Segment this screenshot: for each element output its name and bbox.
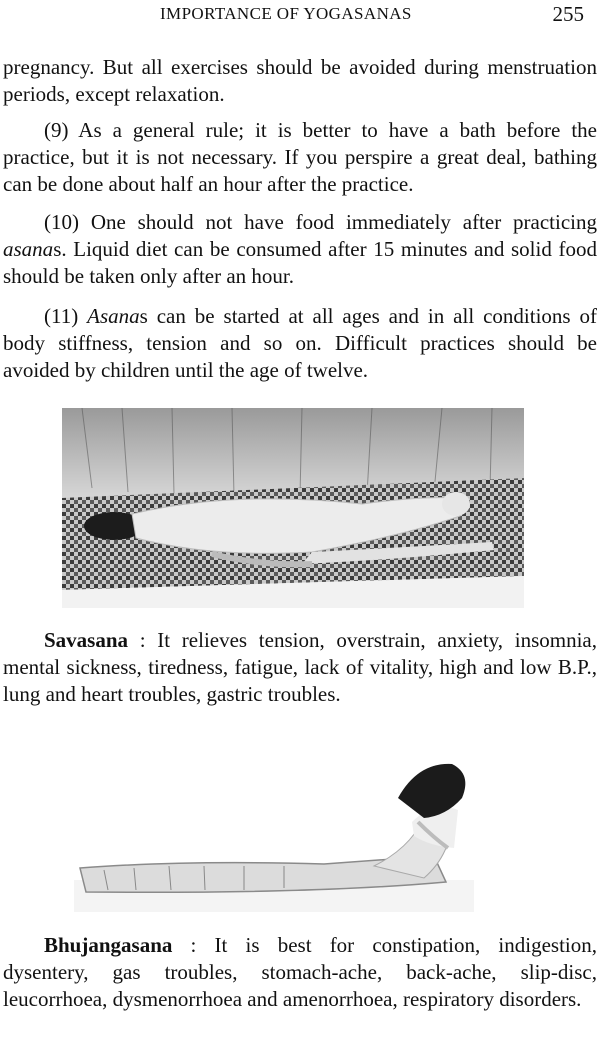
paragraph-11	[3, 303, 597, 384]
paragraph-10-text-end: s. Liquid diet can be consumed after 15 minutes and solid food should be taken only after an hour.	[3, 237, 597, 288]
savasana-caption-text: It relieves tension, overstrain, anxiety, insomnia, mental sickness, tiredness, fatigue, lack of vitality, high and low B.P., lung and heart troubles, gastric troubles.	[3, 628, 597, 706]
page-number: 255	[552, 2, 584, 26]
paragraph-10-text-start: (10) One should not have food immediately after practicing	[44, 210, 597, 234]
bhujangasana-separator: :	[172, 933, 215, 957]
bhujangasana-caption-text: It is best for constipation, indigestion, dysentery, gas troubles, stomach-ache, back-ache, slip-disc, leucorrhoea, dysmenorrhoea and amenorrhoea, respiratory disorders.	[3, 933, 597, 1011]
bhujangasana-caption	[3, 932, 597, 1013]
paragraph-11-text-end: s can be started at all ages and in all conditions of body stiffness, tension and so on. Difficult practices should be avoided by children until the age of twelve.	[3, 304, 597, 382]
paragraph-9: (9) As a general rule; it is better to have a bath before the practice, but it is not necessary. If you perspire a great deal, bathing can be done about half an hour after the practice.	[3, 118, 597, 196]
running-head	[0, 4, 600, 28]
paragraph-11-italic-term: Asana	[87, 304, 140, 328]
bhujangasana-photo	[74, 752, 474, 912]
savasana-photo	[62, 408, 524, 608]
paragraph-10-italic-term: asana	[3, 237, 54, 261]
savasana-name: Savasana	[44, 628, 129, 652]
savasana-separator: :	[128, 628, 158, 652]
paragraph-10	[3, 209, 597, 290]
savasana-caption	[3, 627, 597, 708]
paragraph-continuation: pregnancy. But all exercises should be avoided during menstruation periods, except relaxation.	[3, 55, 597, 106]
running-title: IMPORTANCE OF YOGASANAS	[160, 4, 412, 23]
bhujangasana-name: Bhujangasana	[44, 933, 173, 957]
paragraph-11-text-start: (11)	[44, 304, 88, 328]
